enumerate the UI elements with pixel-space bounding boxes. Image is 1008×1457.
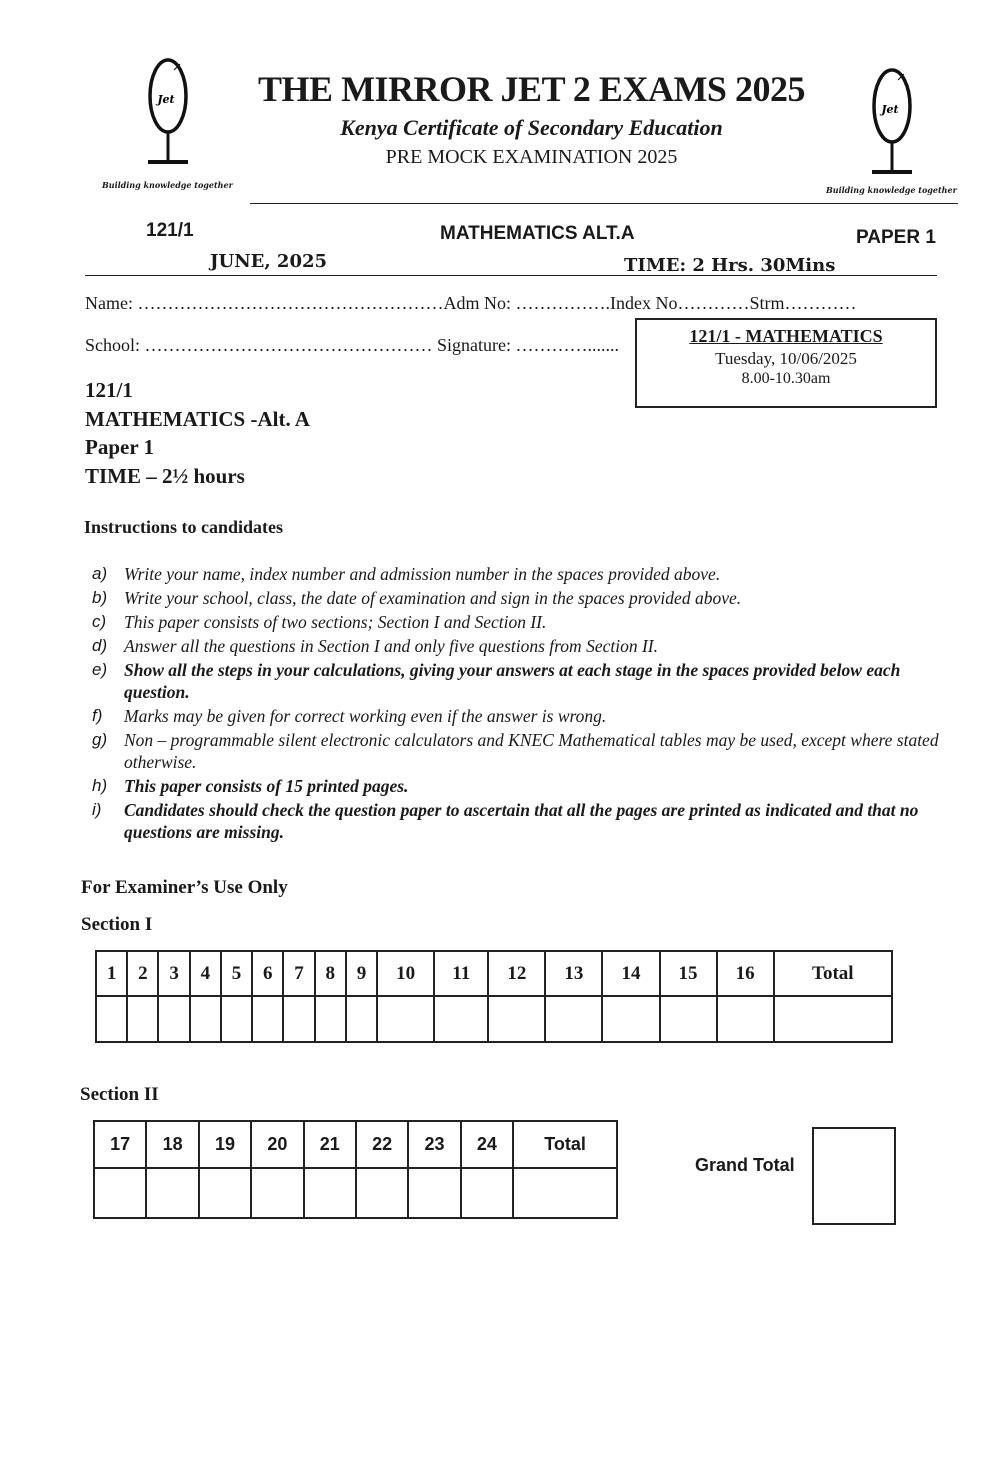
instruction-letter: a) <box>92 564 108 583</box>
instruction-letter: c) <box>92 612 107 631</box>
exam-title: THE MIRROR JET 2 EXAMS 2025 <box>258 69 805 109</box>
instruction-text: Candidates should check the question paper to ascertain that all the pages are printed as indicated and that no questions are missing. <box>124 800 919 842</box>
section2-score-cell[interactable] <box>94 1168 146 1218</box>
section2-header-cell: 19 <box>199 1121 251 1168</box>
instruction-letter: f) <box>92 706 103 725</box>
section2-score-cell[interactable] <box>513 1168 617 1218</box>
section1-score-cell[interactable] <box>221 996 252 1042</box>
instruction-item <box>92 799 962 843</box>
info-divider <box>85 275 937 276</box>
exam-name: PRE MOCK EXAMINATION 2025 <box>385 146 678 168</box>
instruction-text: Answer all the questions in Section I and only five questions from Section II. <box>124 636 658 656</box>
examiner-title: For Examiner’s Use Only <box>81 877 288 898</box>
section2-score-cell[interactable] <box>146 1168 198 1218</box>
paper-number: PAPER 1 <box>856 227 936 248</box>
section1-score-cell[interactable] <box>190 996 221 1042</box>
section1-score-cell[interactable] <box>377 996 434 1042</box>
paper-subject: MATHEMATICS ALT.A <box>440 223 635 244</box>
section1-score-cell[interactable] <box>127 996 158 1042</box>
left-subject: MATHEMATICS -Alt. A <box>85 406 310 431</box>
section2-score-cell[interactable] <box>251 1168 303 1218</box>
instruction-item <box>92 659 962 703</box>
grand-total-box[interactable] <box>812 1127 896 1225</box>
instruction-item <box>92 563 962 585</box>
section1-score-table <box>95 950 893 1043</box>
left-code: 121/1 <box>85 378 133 402</box>
stamp-time: 8.00-10.30am <box>741 370 831 387</box>
section1-header-cell: 13 <box>545 951 602 996</box>
svg-text:Jet: Jet <box>157 93 175 106</box>
stamp-date: Tuesday, 10/06/2025 <box>715 349 857 368</box>
instruction-text: Write your school, class, the date of examination and sign in the spaces provided above. <box>124 588 742 608</box>
section1-label: Section I <box>81 914 153 935</box>
grand-total-label: Grand Total <box>695 1155 795 1175</box>
section1-header-cell: 3 <box>158 951 189 996</box>
section2-header-cell: 20 <box>251 1121 303 1168</box>
header-divider <box>250 203 958 204</box>
tagline-left: Building knowledge together <box>102 180 233 190</box>
section1-score-cell[interactable] <box>346 996 377 1042</box>
section1-score-cell[interactable] <box>602 996 659 1042</box>
instruction-text: Write your name, index number and admission number in the spaces provided above. <box>124 564 721 584</box>
instruction-letter: e) <box>92 660 108 679</box>
instruction-item <box>92 611 962 633</box>
section2-header-cell: 18 <box>146 1121 198 1168</box>
section1-score-cell[interactable] <box>434 996 488 1042</box>
instruction-letter: h) <box>92 776 108 795</box>
instruction-item <box>92 729 962 773</box>
section1-header-row <box>96 951 892 996</box>
section1-header-cell: 5 <box>221 951 252 996</box>
paper-time: TIME: 2 Hrs. 30Mins <box>624 255 836 276</box>
section1-header-cell: 1 <box>96 951 127 996</box>
section1-header-cell: 6 <box>252 951 283 996</box>
instructions-list <box>92 563 962 845</box>
section1-header-cell: 15 <box>660 951 717 996</box>
instruction-letter: d) <box>92 636 108 655</box>
section2-header-cell: 21 <box>304 1121 356 1168</box>
instructions-title: Instructions to candidates <box>84 517 284 537</box>
left-info <box>85 376 310 490</box>
instruction-text: This paper consists of two sections; Section I and Section II. <box>124 612 547 632</box>
section1-header-cell: 2 <box>127 951 158 996</box>
section1-score-cell[interactable] <box>252 996 283 1042</box>
section2-score-cell[interactable] <box>461 1168 513 1218</box>
section1-header-cell: Total <box>774 951 892 996</box>
section2-score-cell[interactable] <box>408 1168 460 1218</box>
section1-score-cell[interactable] <box>315 996 346 1042</box>
section1-header-cell: 4 <box>190 951 221 996</box>
section2-header-cell: 22 <box>356 1121 408 1168</box>
section1-score-cell[interactable] <box>158 996 189 1042</box>
section1-score-cell[interactable] <box>488 996 545 1042</box>
section2-header-cell: Total <box>513 1121 617 1168</box>
tagline-right: Building knowledge together <box>826 185 957 195</box>
section1-score-row <box>96 996 892 1042</box>
instruction-letter: b) <box>92 588 108 607</box>
section2-score-cell[interactable] <box>356 1168 408 1218</box>
instruction-text: Non – programmable silent electronic calculators and KNEC Mathematical tables may be used, except where stated otherwise. <box>124 730 939 772</box>
section2-header-row <box>94 1121 617 1168</box>
svg-text:Jet: Jet <box>881 103 899 116</box>
section1-header-cell: 9 <box>346 951 377 996</box>
paper-code: 121/1 <box>146 220 194 241</box>
instruction-text: This paper consists of 15 printed pages. <box>124 776 409 796</box>
section1-header-cell: 7 <box>283 951 314 996</box>
section1-score-cell[interactable] <box>774 996 892 1042</box>
paper-date: JUNE, 2025 <box>210 251 328 272</box>
section1-score-cell[interactable] <box>96 996 127 1042</box>
stamp-subject: 121/1 - MATHEMATICS <box>689 326 883 346</box>
section1-header-cell: 8 <box>315 951 346 996</box>
instruction-item <box>92 775 962 797</box>
section1-score-cell[interactable] <box>660 996 717 1042</box>
instruction-item <box>92 635 962 657</box>
section2-score-cell[interactable] <box>199 1168 251 1218</box>
section2-header-cell: 23 <box>408 1121 460 1168</box>
instruction-text: Show all the steps in your calculations, giving your answers at each stage in the spaces provided below each question. <box>124 660 901 702</box>
instruction-item <box>92 587 962 609</box>
section2-score-table <box>93 1120 618 1219</box>
instruction-text: Marks may be given for correct working even if the answer is wrong. <box>124 706 607 726</box>
name-adm-index-field[interactable]: Name: ……………………………………………Adm No: …………….Index No…………Strm………… <box>85 293 857 313</box>
section1-score-cell[interactable] <box>717 996 774 1042</box>
section1-header-cell: 12 <box>488 951 545 996</box>
section2-header-cell: 17 <box>94 1121 146 1168</box>
exam-subtitle: Kenya Certificate of Secondary Education <box>340 115 723 140</box>
left-paper: Paper 1 <box>85 435 155 459</box>
section2-score-cell[interactable] <box>304 1168 356 1218</box>
section2-header-cell: 24 <box>461 1121 513 1168</box>
section2-score-row <box>94 1168 617 1218</box>
instruction-letter: i) <box>92 800 102 819</box>
section1-header-cell: 10 <box>377 951 434 996</box>
school-signature-field[interactable]: School: ………………………………………… Signature: …………....... <box>85 335 619 355</box>
instruction-item <box>92 705 962 727</box>
section1-header-cell: 14 <box>602 951 659 996</box>
section2-label: Section II <box>80 1084 159 1105</box>
left-time: TIME – 2½ hours <box>85 463 245 488</box>
section1-score-cell[interactable] <box>545 996 602 1042</box>
instruction-letter: g) <box>92 730 108 749</box>
section1-header-cell: 16 <box>717 951 774 996</box>
section1-score-cell[interactable] <box>283 996 314 1042</box>
exam-stamp <box>635 318 937 408</box>
section1-header-cell: 11 <box>434 951 488 996</box>
